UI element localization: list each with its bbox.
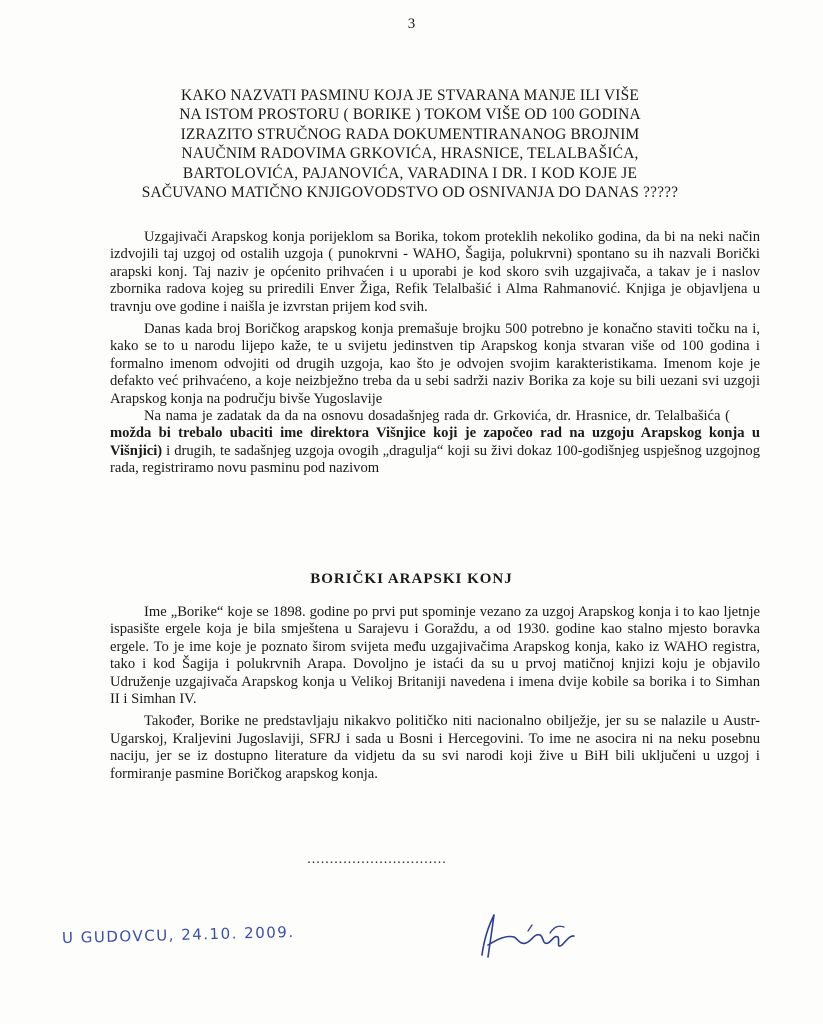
heading-line: IZRAZITO STRUČNOG RADA DOKUMENTIRANANOG BROJNIM: [180, 125, 640, 143]
heading-line: NA ISTOM PROSTORU ( BORIKE ) TOKOM VIŠE OD 100 GODINA: [179, 106, 641, 124]
handwritten-place-date: U GUDOVCU, 24.10. 2009.: [61, 922, 295, 948]
document-heading: [70, 86, 750, 202]
section-title: BORIČKI ARAPSKI KONJ: [310, 571, 513, 587]
heading-line: SAČUVANO MATIČNO KNJIGOVODSTVO OD OSNIVANJA DO DANAS ?????: [141, 184, 679, 202]
paragraph-count: Danas kada broj Boričkog arapskog konja premašuje brojku 500 potrebno je konačno staviti točku na i, kako se to u narodu lijepo kaže, te u svijetu jedinstven tip Arapskog konja stvaran više od 100 godina i formalno imenom odvojiti od drugih uzgoja, kao što je odvojen svojim karakteristikama. Imenom koje je defakto već prihvaćeno, a koje neizbježno treba da u sebi sadrži naziv Borika za koje su bili uezani svi uzgoji Arapskog konja na području bivše Yugoslavije: [110, 321, 760, 407]
signature-icon: [470, 905, 600, 965]
dotted-separator: ...............................: [307, 852, 447, 867]
name-section: [110, 604, 760, 783]
intro-section: [110, 229, 760, 478]
paragraph-task-end: i drugih, te sadašnjeg uzgoja ovogih „dragulja“ koji su živi dokaz 100-godišnjeg uspješnog uzgojnog rada, registriramo novu pasminu pod nazivom: [110, 442, 760, 477]
signature: [470, 905, 600, 970]
paragraph-neutrality: Također, Borike ne predstavljaju nikakvo političko niti nacionalno obilježje, jer su se nalazile u Austr-Ugarskoj, Kraljevini Jugoslaviji, SFRJ i sada u Bosni i Hercegovini. To ime ne asocira ni na neku posebnu naciju, jer se iz dostupno literature da vidjetu da su svi narodi koji žive u BiH bili uključeni u uzgoj i formiranje pasmine Boričkog arapskog konja.: [110, 713, 760, 782]
paragraph-name-origin: Ime „Borike“ koje se 1898. godine po prvi put spominje vezano za uzgoj Arapskog konja i to kao ljetnje ispasište ergele koja je bila smještena u Sarajevu i Goraždu, a od 1930. godine kao stalno mjesto boravka ergele. To je ime koje je poznato širom svijeta među uzgajivačima Arapskog konja, kako iz WAHO registra, tako i kod Šagija i polukrvnih Arapa. Dovoljno je istaći da su u prvoj matičnoj knjizi koju je objavilo Udruženje uzgajivača Arapskog konja u Velikoj Britaniji navedena i imena dvije kobile sa borika i to Simhan II i Simhan IV.: [110, 604, 760, 708]
paragraph-task-note: možda bi trebalo ubaciti ime direktora Višnjice koji je započeo rad na uzgoju Arapskog konja u Višnjici): [110, 425, 760, 459]
paragraph-task-start: Na nama je zadatak da da na osnovu dosadašnjeg rada dr. Grkovića, dr. Hrasnice, dr. Telalbašića (: [144, 408, 730, 425]
heading-line: NAUČNIM RADOVIMA GRKOVIĆA, HRASNICE, TELALBAŠIĆA,: [181, 145, 639, 163]
heading-line: BARTOLOVIĆA, PAJANOVIĆA, VARADINA I DR. I KOD KOJE JE: [182, 164, 638, 182]
paragraph-intro: Uzgajivači Arapskog konja porijeklom sa Borika, tokom proteklih nekoliko godina, da bi na neki način izdvojili taj uzgoj od ostalih uzgoja ( punokrvni - WAHO, Šagija, polukrvni) spontano su ih nazvali Borički arapski konj. Taj naziv je općenito prihvaćen i u uporabi je kod skoro svih uzgajivača, a takav je i naslov zbornika radova kojeg su priredili Enver Žiga, Refik Telalbašić i Alma Rahmanović. Knjiga je objavljena u travnju ove godine i naišla je izvrstan prijem kod svih.: [110, 229, 760, 315]
paragraph-task: [110, 408, 760, 478]
heading-line: KAKO NAZVATI PASMINU KOJA JE STVARANA MANJE ILI VIŠE: [181, 87, 639, 104]
page-number: 3: [407, 16, 416, 32]
